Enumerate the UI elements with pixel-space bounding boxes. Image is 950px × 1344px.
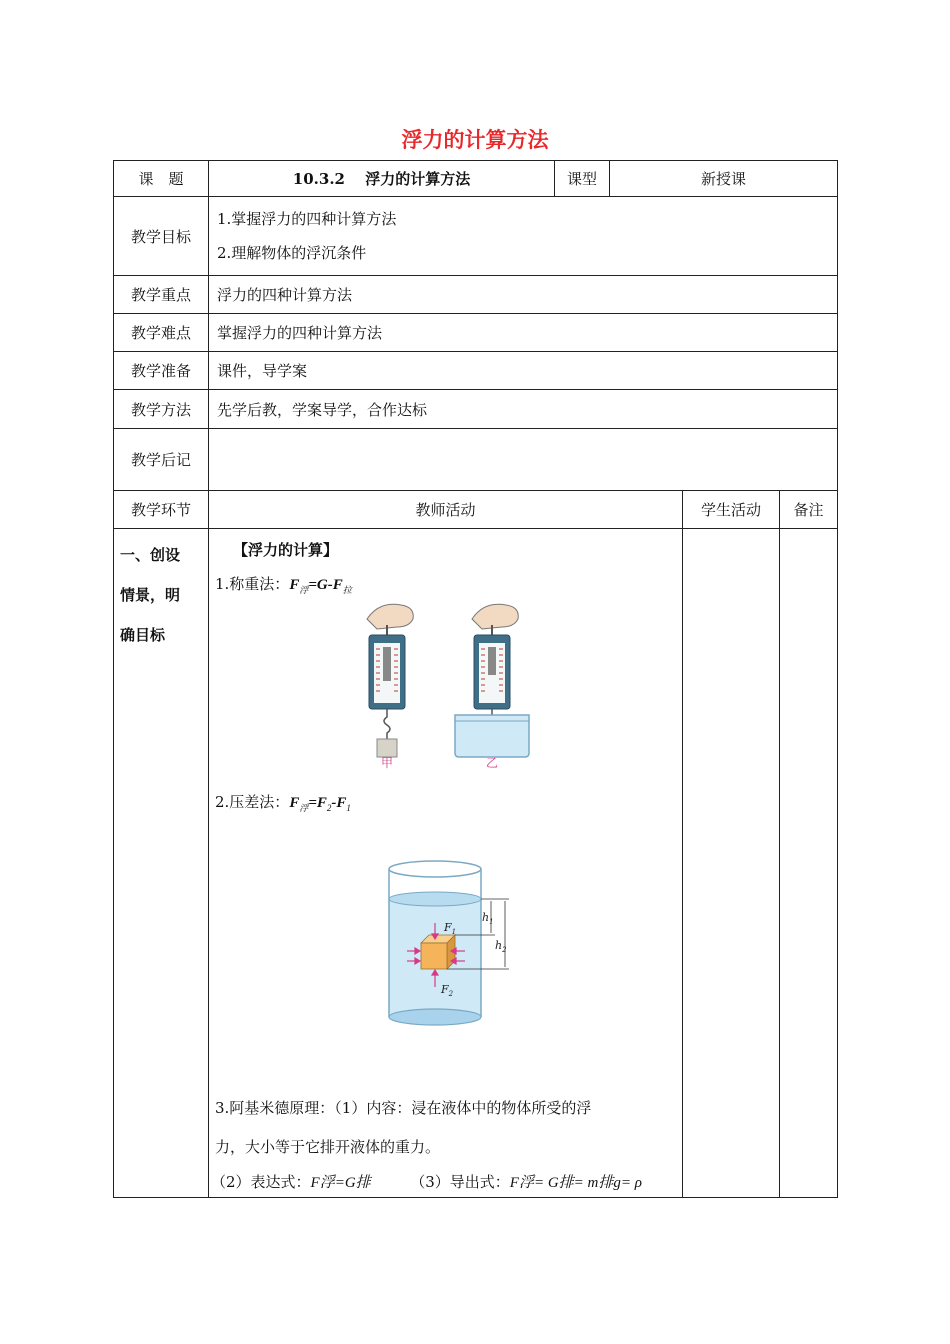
pressure-difference-figure [385, 859, 535, 1029]
label-f2: $F_2$ [441, 983, 454, 998]
stage1-line-3: 确目标 [120, 626, 166, 644]
goal-2: 2.理解物体的浮沉条件 [217, 244, 367, 262]
topic-value: 10.3.2 浮力的计算方法 [209, 161, 555, 197]
goal-1: 1.掌握浮力的四种计算方法 [217, 210, 397, 228]
difficulty-row [114, 314, 838, 352]
stage1-line-1: 一、创设 [120, 546, 181, 564]
method1-label: 1.称重法： [215, 575, 290, 593]
goals-cell [209, 197, 838, 276]
method3-expression: F浮=G排 [310, 1175, 371, 1191]
prep-row [114, 352, 838, 390]
method3-line-2: 力，大小等于它排开液体的重力。 [215, 1138, 441, 1156]
student-activity-cell [683, 529, 780, 1198]
label-h1: $h_1$ [482, 911, 494, 926]
prep-label: 教学准备 [114, 352, 209, 390]
label-h2: $h_2$ [495, 939, 507, 954]
method-label: 教学方法 [114, 390, 209, 429]
student-header: 学生活动 [683, 491, 780, 529]
section-header-row [114, 491, 838, 529]
stage1-label [114, 529, 209, 1198]
method1-formula: $F_浮=G-F_拉$ [289, 577, 352, 595]
caption-jia: 甲 [380, 756, 394, 769]
method-value: 先学后教，学案导学，合作达标 [209, 390, 838, 429]
topic-label: 课 题 [114, 161, 209, 197]
method2-line [215, 791, 351, 814]
remarks-header: 备注 [780, 491, 838, 529]
page-title: 浮力的计算方法 [401, 128, 549, 152]
prep-value: 课件，导学案 [209, 352, 838, 390]
difficulty-value: 掌握浮力的四种计算方法 [209, 314, 838, 352]
notes-row [114, 429, 838, 491]
hand-icon [367, 604, 518, 629]
block-icon [421, 935, 455, 969]
type-value: 新授课 [610, 161, 838, 197]
notes-label: 教学后记 [114, 429, 209, 491]
lesson-plan-table [113, 160, 838, 1198]
section-heading: 【浮力的计算】 [233, 541, 339, 559]
stage1-line-2: 情景，明 [120, 586, 181, 604]
spring-scale-left-icon [369, 625, 405, 757]
notes-value [209, 429, 838, 491]
goals-label: 教学目标 [114, 197, 209, 276]
method-row [114, 390, 838, 429]
key-label: 教学重点 [114, 276, 209, 314]
method3-line-3: （2）表达式：F浮=G排 （3）导出式：F浮= G排= m排g= ρ [211, 1173, 642, 1191]
remarks-cell [780, 529, 838, 1198]
stage1-row [114, 529, 838, 1198]
label-f1: $F_1$ [444, 921, 457, 936]
key-row [114, 276, 838, 314]
method3-derived: F浮= G排= m排g= ρ [509, 1175, 642, 1191]
method2-label: 2.压差法： [215, 793, 290, 811]
method1-line [215, 573, 352, 596]
stage-header: 教学环节 [114, 491, 209, 529]
type-label: 课型 [555, 161, 610, 197]
method2-formula: $F_浮=F_2-F_1$ [289, 795, 351, 813]
spring-scale-right-icon [455, 625, 529, 757]
goals-row [114, 197, 838, 276]
spring-scale-figure [339, 599, 549, 769]
caption-yi: 乙 [485, 756, 499, 769]
method3-line-1: 3.阿基米德原理：（1）内容：浸在液体中的物体所受的浮 [215, 1099, 592, 1117]
header-row [114, 161, 838, 197]
teacher-header: 教师活动 [209, 491, 683, 529]
teacher-activity-cell [209, 529, 683, 1198]
difficulty-label: 教学难点 [114, 314, 209, 352]
key-value: 浮力的四种计算方法 [209, 276, 838, 314]
